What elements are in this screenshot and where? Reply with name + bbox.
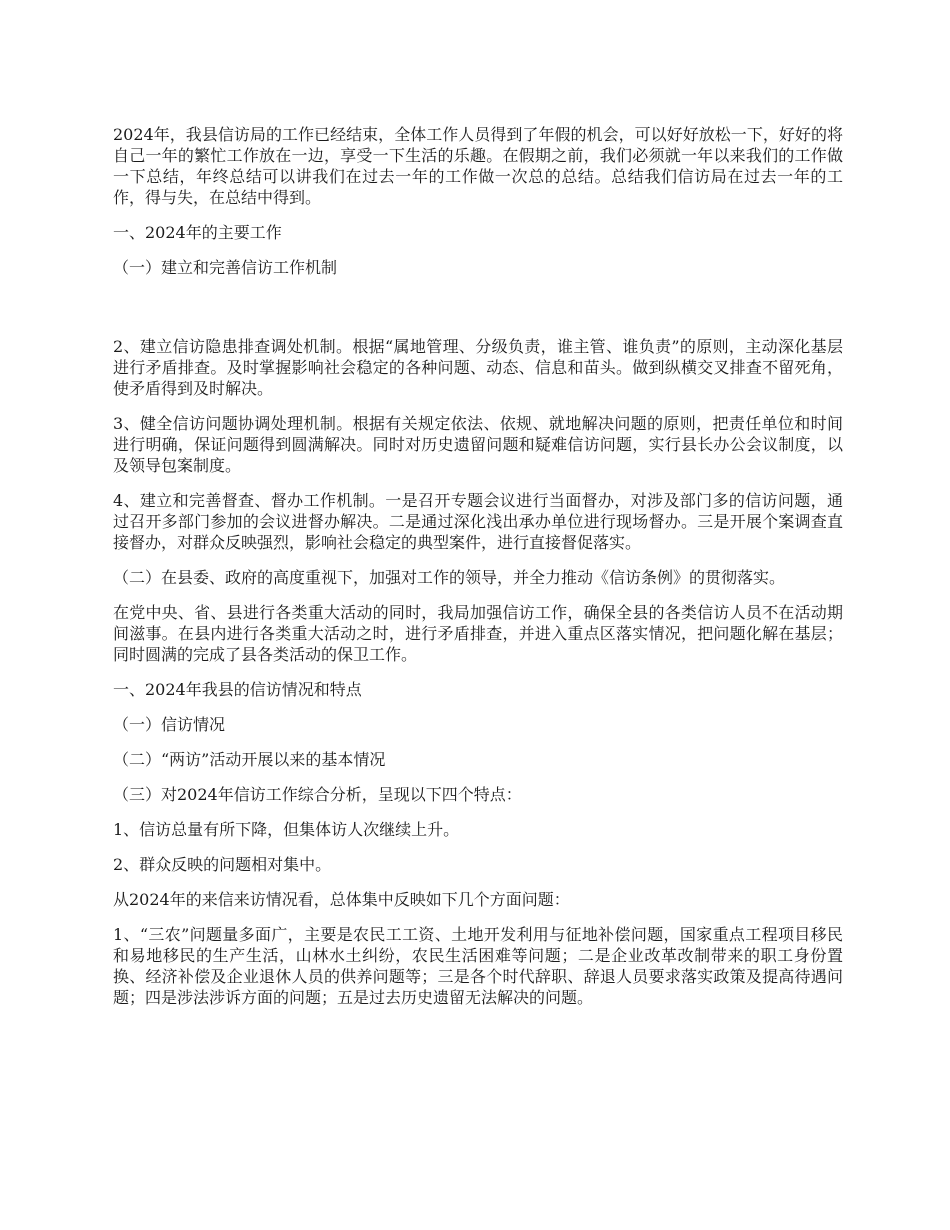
paragraph-issues-list: 1、“三农”问题量多面广，主要是农民工工资、土地开发利用与征地补偿问题，国家重点工程项目移民和易地移民的生产生活，山林水土纠纷，农民生活困难等问题；二是企业改革改制带来的职工身份置换、经济补偿及企业退休人员的供养问题等；三是各个时代辞职、辞退人员要求落实政策及提高待遇问题；四是涉法涉诉方面的问题；五是过去历史遗留无法解决的问题。 [113, 925, 843, 1007]
section-heading-main-work: 一、2024年的主要工作 [113, 223, 282, 242]
blank-gap [113, 292, 843, 336]
subsection-heading-situation: （一）信访情况 [113, 715, 226, 734]
subsection-heading-mechanism: （一）建立和完善信访工作机制 [113, 258, 338, 277]
paragraph-item-2: 2、建立信访隐患排查调处机制。根据“属地管理、分级负责，谁主管、谁负责”的原则，主动深化基层进行矛盾排查。及时掌握影响社会稳定的各种问题、动态、信息和苗头。做到纵横交叉排查不留死角，使矛盾得到及时解决。 [113, 337, 843, 398]
paragraph-activities: 在党中央、省、县进行各类重大活动的同时，我局加强信访工作，确保全县的各类信访人员不在活动期间滋事。在县内进行各类重大活动之时，进行矛盾排查，并进入重点区落实情况，把问题化解在基层；同时圆满的完成了县各类活动的保卫工作。 [113, 603, 843, 664]
paragraph-item-4: 4、建立和完善督查、督办工作机制。一是召开专题会议进行当面督办，对涉及部门多的信访问题，通过召开多部门参加的会议进督办解决。二是通过深化浅出承办单位进行现场督办。三是开展个案调查直接督办，对群众反映强烈，影响社会稳定的典型案件，进行直接督促落实。 [113, 491, 843, 552]
feature-item-2: 2、群众反映的问题相对集中。 [113, 855, 332, 874]
intro-paragraph: 2024年，我县信访局的工作已经结束，全体工作人员得到了年假的机会，可以好好放松一下，好好的将自己一年的繁忙工作放在一边，享受一下生活的乐趣。在假期之前，我们必须就一年以来我们的工作做一下总结，年终总结可以讲我们在过去一年的工作做一次总的总结。总结我们信访局在过去一年的工作，得与失，在总结中得到。 [113, 125, 843, 207]
subsection-heading-analysis: （三）对2024年信访工作综合分析，呈现以下四个特点： [113, 785, 522, 804]
document-body [113, 124, 843, 1022]
section-heading-situation: 一、2024年我县的信访情况和特点 [113, 680, 362, 699]
paragraph-issues-intro: 从2024年的来信来访情况看，总体集中反映如下几个方面问题： [113, 890, 570, 909]
paragraph-item-3: 3、健全信访问题协调处理机制。根据有关规定依法、依规、就地解决问题的原则，把责任单位和时间进行明确，保证问题得到圆满解决。同时对历史遗留问题和疑难信访问题，实行县长办公会议制度，以及领导包案制度。 [113, 414, 843, 475]
subsection-heading-two-visits: （二）“两访”活动开展以来的基本情况 [113, 750, 386, 769]
subsection-heading-leadership: （二）在县委、政府的高度重视下，加强对工作的领导，并全力推动《信访条例》的贯彻落实。 [113, 568, 786, 587]
feature-item-1: 1、信访总量有所下降，但集体访人次继续上升。 [113, 820, 460, 839]
